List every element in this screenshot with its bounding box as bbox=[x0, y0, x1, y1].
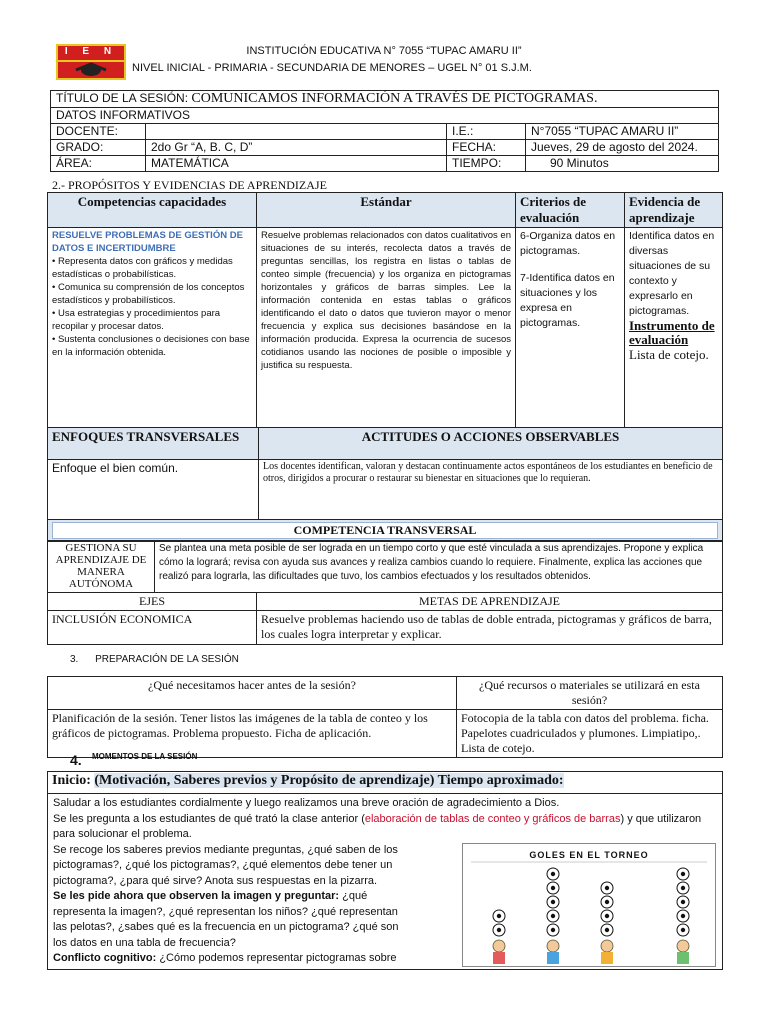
criterio-1: 6-Organiza datos en pictogramas. bbox=[520, 230, 616, 257]
inicio-p5-text: ¿Cómo podemos representar pictogramas sobre bbox=[156, 952, 397, 964]
instrumento-title: Instrumento de evaluación bbox=[629, 318, 715, 347]
pictogram-kid bbox=[601, 940, 613, 964]
capacidad-item: • Sustenta conclusiones o decisiones con base en la información obtenida. bbox=[52, 334, 250, 358]
gestiona-table bbox=[47, 540, 723, 593]
institution-levels: NIVEL INICIAL - PRIMARIA - SECUNDARIA DE MENORES – UGEL N° 01 S.J.M. bbox=[132, 62, 532, 74]
pictogram-ball bbox=[677, 896, 689, 908]
pictogram-ball bbox=[677, 882, 689, 894]
section4-number: 4. bbox=[70, 752, 82, 768]
session-title-label: TÍTULO DE LA SESIÓN: bbox=[56, 91, 189, 105]
grado-value: 2do Gr “A, B. C, D” bbox=[146, 140, 447, 156]
ie-value: N°7055 “TUPAC AMARU II” bbox=[526, 124, 719, 140]
ie-label: I.E.: bbox=[447, 124, 526, 140]
preparation-table bbox=[47, 676, 723, 758]
capacidad-item: • Usa estrategias y procedimientos para recopilar y procesar datos. bbox=[52, 308, 221, 332]
inicio-p1: Saludar a los estudiantes cordialmente y luego realizamos una breve oración de agradecimiento a Dios. bbox=[53, 797, 560, 809]
pictogram-kid bbox=[493, 940, 505, 964]
pictogram-ball bbox=[601, 924, 613, 936]
gestiona-text: Se plantea una meta posible de ser lograda en un tiempo corto y que esté vinculada a sus aprendizajes. Propone y explica cómo la logrará; revisa con ayuda sus avances y realiza cambios cuando lo requiere. Finalmente, explica las acciones que realizó para lograrla, las dificultades que tuvo, los cambios efectuados y los resultados obtenidos. bbox=[155, 541, 723, 593]
criterios-cell bbox=[516, 228, 625, 428]
logo-text: I E N bbox=[64, 46, 118, 57]
estandar-text: Resuelve problemas relacionados con datos cualitativos en situaciones de su interés, recolecta datos a través de preguntas sencillas, los registra en listas o tablas de conteo simple (frecuencia) y los organiza en pictogramas horizontales y gráficos de barras simples. Lee la información contenida en estas tablas o gráficos identificando el dato o datos que tuvieron mayor o menor frecuencia y explica sus decisiones basándose en la información producida. Expresa la ocurrencia de sucesos cotidianos usando las nociones de posible o imposible y justifica su respuesta. bbox=[257, 228, 516, 428]
session-title-cell bbox=[51, 91, 719, 108]
capacidad-item: • Representa datos con gráficos y medidas estadísticas o probabilísticas. bbox=[52, 256, 233, 280]
pictogram-kid bbox=[677, 940, 689, 964]
pictogram-ball bbox=[677, 924, 689, 936]
header-metas: METAS DE APRENDIZAJE bbox=[257, 593, 723, 611]
question-before: ¿Qué necesitamos hacer antes de la sesión? bbox=[48, 677, 457, 710]
info-table bbox=[50, 90, 719, 172]
competencias-cell bbox=[48, 228, 257, 428]
actitud-value: Los docentes identifican, valoran y destacan continuamente actos espontáneos de los estudiantes en beneficio de otros, dirigidos a procurar o restaurar su bienestar en situaciones que lo requieran. bbox=[259, 460, 723, 520]
inicio-p2-start: Se les pregunta a los estudiantes de qué trató la clase anterior ( bbox=[53, 812, 365, 825]
answer-before: Planificación de la sesión. Tener listos las imágenes de la tabla de conteo y los gráficos de pictogramas. Problema propuesto. Ficha de aplicación. bbox=[48, 710, 457, 758]
inicio-p4-bold: Se les pide ahora que observen la imagen y preguntar: bbox=[53, 890, 340, 902]
purposes-table bbox=[47, 192, 723, 428]
pictogram-ball bbox=[493, 910, 505, 922]
header-actitudes: ACTITUDES O ACCIONES OBSERVABLES bbox=[259, 428, 723, 460]
inicio-header bbox=[48, 772, 723, 794]
pictogram-drawing bbox=[463, 844, 715, 966]
header-ejes: EJES bbox=[48, 593, 257, 611]
criterio-2: 7-Identifica datos en situaciones y los expresa en pictogramas. bbox=[520, 272, 615, 329]
pictogram-kid bbox=[547, 940, 559, 964]
answer-resources: Fotocopia de la tabla con datos del problema. ficha. Papelotes cuadriculados y plumones. Limpiatipo,. Lista de cotejo. bbox=[457, 710, 723, 758]
pictogram-ball bbox=[547, 910, 559, 922]
pictogram-ball bbox=[677, 910, 689, 922]
ejes-table bbox=[47, 592, 723, 645]
evidencia-cell bbox=[625, 228, 723, 428]
competencia-title: RESUELVE PROBLEMAS DE GESTIÓN DE DATOS E INCERTIDUMBRE bbox=[52, 230, 243, 254]
header-criterios: Criterios de evaluación bbox=[516, 193, 625, 228]
enfoques-table bbox=[47, 427, 723, 542]
instrumento-value: Lista de cotejo. bbox=[629, 347, 709, 362]
pictogram-ball bbox=[601, 910, 613, 922]
header-enfoques: ENFOQUES TRANSVERSALES bbox=[48, 428, 259, 460]
inicio-p2 bbox=[53, 812, 717, 843]
header-estandar: Estándar bbox=[257, 193, 516, 228]
competencia-transversal-title: COMPETENCIA TRANSVERSAL bbox=[52, 522, 718, 539]
area-label: ÁREA: bbox=[51, 156, 146, 172]
inicio-p2-end: ) y que utilizaron para solucionar el problema. bbox=[53, 812, 702, 840]
goals-pictogram-image bbox=[462, 843, 716, 967]
section3-number: 3. bbox=[70, 654, 79, 665]
pictogram-ball bbox=[677, 868, 689, 880]
pictogram-ball bbox=[547, 924, 559, 936]
grado-label: GRADO: bbox=[51, 140, 146, 156]
eje-value: INCLUSIÓN ECONOMICA bbox=[48, 611, 257, 645]
pictogram-ball bbox=[547, 896, 559, 908]
gestiona-label: GESTIONA SU APRENDIZAJE DE MANERA AUTÓNOMA bbox=[48, 541, 155, 593]
section2-title: 2.- PROPÓSITOS Y EVIDENCIAS DE APRENDIZAJE bbox=[52, 178, 327, 192]
fecha-value: Jueves, 29 de agosto del 2024. bbox=[526, 140, 719, 156]
session-title: COMUNICAMOS INFORMACIÓN A TRAVÉS DE PICTOGRAMAS. bbox=[191, 91, 598, 106]
pictogram-ball bbox=[547, 868, 559, 880]
datos-informativos: DATOS INFORMATIVOS bbox=[51, 108, 719, 124]
pictogram-ball bbox=[547, 882, 559, 894]
evidencia-text: Identifica datos en diversas situaciones de su contexto y expresarlo en pictogramas. bbox=[629, 230, 715, 317]
inicio-p5-bold: Conflicto cognitivo: bbox=[53, 952, 157, 964]
inicio-p2-highlight: elaboración de tablas de conteo y gráficos de barras bbox=[364, 812, 621, 825]
inicio-p3: Se recoge los saberes previos mediante preguntas, ¿qué saben de los pictogramas?, ¿qué los pictogramas?, ¿qué elementos debe tener un pictograma?, ¿para qué sirve? Anota sus respuestas en la pizarra. bbox=[53, 843, 398, 887]
section4-title: MOMENTOS DE LA SESIÓN bbox=[92, 752, 198, 761]
tiempo-value: 90 Minutos bbox=[526, 156, 719, 172]
pictogram-ball bbox=[493, 924, 505, 936]
pictogram-ball bbox=[601, 896, 613, 908]
inicio-p4-text: ¿qué representa la imagen?, ¿qué representan los niños? ¿qué representan las pelotas?, ¿sabes qué es la frecuencia en un pictograma? ¿qué son los datos en una tabla de frecuencia? bbox=[53, 890, 399, 949]
header-evidencia: Evidencia de aprendizaje bbox=[625, 193, 723, 228]
question-resources: ¿Qué recursos o materiales se utilizará en esta sesión? bbox=[457, 677, 723, 710]
capacidad-item: • Comunica su comprensión de los conceptos estadísticos y probabilísticos. bbox=[52, 282, 245, 306]
docente-label: DOCENTE: bbox=[51, 124, 146, 140]
fecha-label: FECHA: bbox=[447, 140, 526, 156]
inicio-subtitle: (Motivación, Saberes previos y Propósito de aprendizaje) Tiempo aproximado: bbox=[94, 773, 564, 788]
inicio-p4 bbox=[53, 889, 413, 951]
competencia-transversal-cell bbox=[48, 520, 723, 542]
meta-value: Resuelve problemas haciendo uso de tablas de doble entrada, pictogramas y gráficos de barra, los cuales logra interpretar y explicar. bbox=[257, 611, 723, 645]
area-value: MATEMÁTICA bbox=[146, 156, 447, 172]
docente-value bbox=[146, 124, 447, 140]
enfoque-value: Enfoque el bien común. bbox=[48, 460, 259, 520]
section3-title bbox=[70, 654, 239, 665]
inicio-label: Inicio: bbox=[52, 773, 91, 788]
pictogram-ball bbox=[601, 882, 613, 894]
pictogram-title: GOLES EN EL TORNEO bbox=[529, 850, 649, 860]
header-competencias: Competencias capacidades bbox=[48, 193, 257, 228]
tiempo-label: TIEMPO: bbox=[447, 156, 526, 172]
section3-label: PREPARACIÓN DE LA SESIÓN bbox=[95, 654, 239, 665]
institution-name: INSTITUCIÓN EDUCATIVA N° 7055 “TUPAC AMARU II” bbox=[246, 45, 522, 57]
inicio-p5 bbox=[53, 951, 413, 967]
